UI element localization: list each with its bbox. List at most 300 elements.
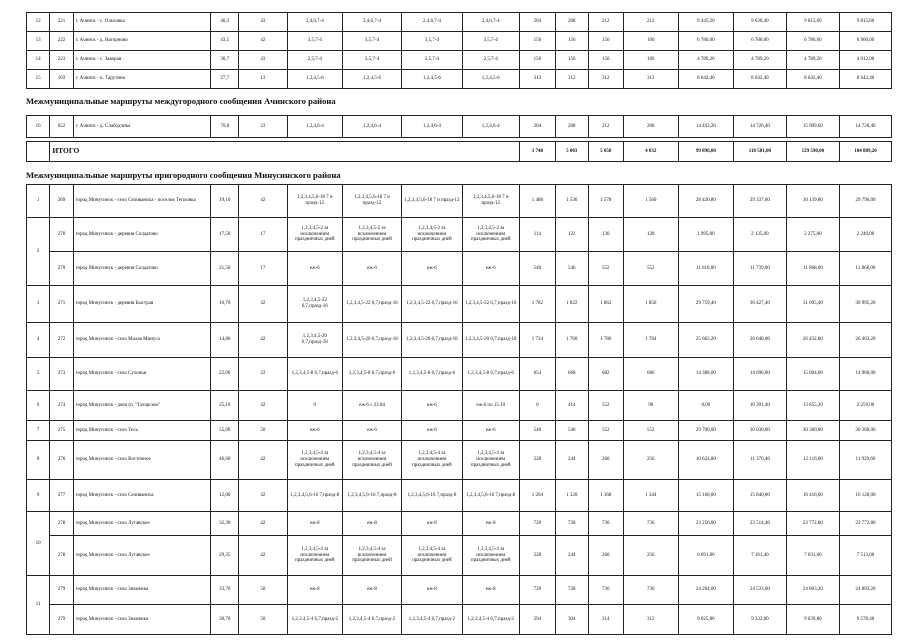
schedule-cell: 1,2,4,6-4 [402,116,462,138]
route-name-cell: город Минусинск - село Лугавское [73,512,211,536]
value-cell: 14 696,00 [733,358,786,391]
value-cell: 7 513,60 [839,536,891,576]
schedule-cell: еж-8 [342,576,401,605]
value-cell: 8 642,40 [733,70,786,89]
schedule-cell: 1,2,3,4,5-4 за исключением праздничных дней [462,441,519,480]
value-cell: 10 624,80 [678,441,733,480]
trips-cell: 160 [623,51,678,70]
route-name-cell: город Минусинск - село Лугавское [73,536,211,576]
schedule-cell: 1,2,4,5-6 [287,70,342,89]
table-row [27,536,892,576]
capacity-cell: 42 [238,286,287,323]
route-code-cell: 272 [50,323,73,358]
row-number-cell: 4 [27,323,50,358]
section-heading-achinsk-intercity: Межмуниципальные маршруты междугородного сообщения Ачинского района [26,96,336,106]
schedule-cell: 1,2,3,4,5,6-18 7 и празд-12 [402,185,462,218]
value-cell: 8 642,40 [678,70,733,89]
route-code-cell: 279 [50,605,73,635]
distance-cell: 17,50 [211,218,239,252]
trips-cell: 1 784 [623,323,678,358]
trips-cell: 208 [555,116,588,138]
row-number-cell: 10 [27,512,50,576]
table-row [27,286,892,323]
schedule-cell: 1,2,3,4,5-4 6,7,празд-2 [462,605,519,635]
capacity-cell: 22 [238,358,287,391]
distance-cell: 30,7 [211,51,239,70]
row-number-cell: 2 [27,218,50,286]
trips-cell: 540 [519,252,555,286]
schedule-cell: еж-8 [402,512,462,536]
trips-cell: 552 [588,391,623,421]
trips-cell: 304 [555,605,588,635]
value-cell: 29 337,60 [733,185,786,218]
value-cell: 0,00 [678,391,733,421]
schedule-cell: 1,2,3,4,5-20 6,7,празд-18 [402,323,462,358]
schedule-cell: 1,2,3,4,5-4 за исключением праздничных дней [287,536,342,576]
schedule-cell: 1,2,3,4,5,6-16 7,празд-8 [462,480,519,512]
trips-cell: 156 [519,32,555,51]
value-cell: 23 772,80 [786,512,839,536]
schedule-cell: 1,2,3,4,5-4 за исключением праздничных дней [342,536,401,576]
value-cell: 2 240,00 [839,218,891,252]
trips-cell: 0 [519,391,555,421]
trips-cell: 736 [623,512,678,536]
schedule-cell: 1,2,3,4,5,6-16 7,празд-8 [287,480,342,512]
schedule-cell: еж-6 [287,421,342,441]
schedule-cell: еж-6 [402,391,462,421]
value-cell: 9 445,20 [678,13,733,32]
trips-cell: 256 [623,441,678,480]
route-name-cell: город Минусинск - село Селиваниха [73,480,211,512]
schedule-cell: 0 [287,391,342,421]
schedule-cell: еж-8 [462,512,519,536]
schedule-cell: еж-6 [402,252,462,286]
value-cell: 6 786,00 [733,32,786,51]
trips-cell: 682 [588,358,623,391]
schedule-cell: 1,2,3,4,5-8 6,7,празд-6 [462,358,519,391]
route-name-cell: г. Ачинск - п. Тарутино [73,70,211,89]
route-code-cell: 221 [50,13,73,32]
distance-cell: 43,5 [211,32,239,51]
trips-cell: 312 [588,70,623,89]
table-row [27,32,892,51]
total-value-cell: 118 581,00 [733,142,786,162]
route-name-cell: город Минусинск - деревня Солдатово [73,252,211,286]
value-cell: 11 929,60 [839,441,891,480]
distance-cell: 25,10 [211,391,239,421]
schedule-cell: 3,5,7-4 [342,32,401,51]
trips-cell: 160 [623,32,678,51]
value-cell: 2 135,00 [733,218,786,252]
value-cell: 23 514,40 [733,512,786,536]
trips-cell: 728 [555,576,588,605]
trips-cell: 204 [519,13,555,32]
route-code-cell: 270 [50,218,73,252]
route-name-cell: г. Ачинск - д. Слабодчика [73,116,211,138]
table-row [27,421,892,441]
total-value-cell: 129 590,00 [786,142,839,162]
trips-cell: 1 488 [519,185,555,218]
schedule-cell: 2,5,7-4 [402,51,462,70]
schedule-cell: еж-6 [287,252,342,286]
schedule-cell: 1,2,3,4,5-22 6,7,празд-16 [462,286,519,323]
table-row [27,480,892,512]
value-cell: 30 995,20 [839,286,891,323]
value-cell: 30 030,00 [733,421,786,441]
capacity-cell: 42 [238,323,287,358]
capacity-cell: 13 [238,70,287,89]
table-row [27,13,892,32]
schedule-cell: 1,2,3,4,5-2 за исключением праздничных дней [287,218,342,252]
schedule-cell: 2,5,7-4 [287,51,342,70]
route-code-cell: 271 [50,286,73,323]
row-number-cell: 1 [27,185,50,218]
distance-cell: 33,70 [211,576,239,605]
value-cell: 14 443,20 [678,116,733,138]
total-trips-cell: 5 658 [588,142,623,162]
value-cell: 6 786,00 [786,32,839,51]
value-cell: 11 610,00 [678,252,733,286]
row-number-cell: 13 [27,32,50,51]
value-cell: 23 772,80 [839,512,891,536]
value-cell: 31 095,40 [786,286,839,323]
distance-cell: 29,35 [211,536,239,576]
row-number-cell: 11 [27,576,50,635]
row-number-cell: 7 [27,421,50,441]
table-row [27,576,892,605]
trips-cell: 1 856 [623,286,678,323]
table-achinsk-intercity [26,115,892,138]
distance-cell: 21,50 [211,252,239,286]
trips-cell: 212 [588,116,623,138]
value-cell: 15 168,00 [678,480,733,512]
distance-cell: 70,8 [211,116,239,138]
row-number-cell: 5 [27,358,50,391]
value-cell: 6 786,00 [678,32,733,51]
trips-cell: 228 [519,536,555,576]
schedule-cell: 2,5,7-4 [462,51,519,70]
value-cell: 2 275,00 [786,218,839,252]
schedule-cell: 1,2,4,6-4 [462,116,519,138]
trips-cell: 122 [555,218,588,252]
trips-cell: 156 [555,32,588,51]
trips-cell: 720 [519,512,555,536]
trips-cell: 1 264 [519,480,555,512]
route-name-cell: г. Ачинск - с. Ольховка [73,13,211,32]
schedule-cell: 1,2,3,4,5-4 за исключением праздничных дней [287,441,342,480]
trips-cell: 736 [588,576,623,605]
total-value-cell: 104 889,20 [839,142,891,162]
value-cell: 29 759,40 [678,286,733,323]
schedule-cell: 2,4,6,7-4 [462,13,519,32]
distance-cell: 19,10 [211,185,239,218]
trips-cell: 130 [588,218,623,252]
route-code-cell: 269 [50,185,73,218]
total-row [27,142,892,162]
value-cell: 16 416,00 [786,480,839,512]
trips-cell: 1 560 [623,185,678,218]
row-number-cell: 14 [27,51,50,70]
route-code-cell: 270 [50,252,73,286]
value-cell: 9 815,60 [786,13,839,32]
trips-cell: 1 734 [519,323,555,358]
trips-cell: 414 [555,391,588,421]
trips-cell: 680 [623,358,678,391]
capacity-cell: 42 [238,480,287,512]
value-cell: 15 009,60 [786,116,839,138]
trips-cell: 728 [555,512,588,536]
row-number-cell: 3 [27,286,50,323]
trips-cell: 1 344 [623,480,678,512]
schedule-cell: 3,5,7-4 [287,32,342,51]
table-row [27,441,892,480]
schedule-cell: 2,4,6,7-4 [402,13,462,32]
trips-cell: 312 [623,605,678,635]
trips-cell: 1 782 [519,286,555,323]
value-cell: 11 739,00 [733,252,786,286]
trips-cell: 552 [588,421,623,441]
distance-cell: 16,70 [211,286,239,323]
table-row [27,218,892,252]
table-row [27,116,892,138]
table-row [27,391,892,421]
capacity-cell: 50 [238,605,287,635]
table-row [27,605,892,635]
total-empty-cell [27,142,50,162]
route-code-cell: 278 [50,512,73,536]
value-cell: 16 128,00 [839,480,891,512]
route-name-cell: город Минусинск - село Знаменка [73,605,211,635]
value-cell: 15 004,00 [786,358,839,391]
trips-cell: 720 [519,576,555,605]
schedule-cell: 1,2,3,4,5,6-18 7 и празд-12 [287,185,342,218]
trips-cell: 294 [519,605,555,635]
value-cell: 14 726,40 [733,116,786,138]
route-code-cell: 223 [50,51,73,70]
capacity-cell: 42 [238,441,287,480]
value-cell: 9 578,40 [839,605,891,635]
schedule-cell: 1,2,3,4,5-8 6,7,празд-6 [402,358,462,391]
row-number-cell: 16 [27,116,50,138]
trips-cell: 540 [519,421,555,441]
value-cell: 12 116,00 [786,441,839,480]
value-cell: 14 726,40 [839,116,891,138]
value-cell: 26 048,00 [733,323,786,358]
route-name-cell: город Минусинск - село Восточное [73,441,211,480]
distance-cell: 30,70 [211,605,239,635]
table-row [27,512,892,536]
value-cell: 7 631,00 [786,536,839,576]
schedule-cell: 1,2,3,4,5,6-18 7 и празд-12 [462,185,519,218]
route-code-cell: 275 [50,421,73,441]
schedule-cell: 1,2,3,4,5-20 6,7,празд-18 [342,323,401,358]
row-number-cell: 12 [27,13,50,32]
route-name-cell: город Минусинск - деревня Быстрая [73,286,211,323]
route-code-cell: 652 [50,116,73,138]
value-cell: 9 815,60 [839,13,891,32]
total-trips-cell: 5 003 [555,142,588,162]
value-cell: 24 264,00 [678,576,733,605]
table-row [27,185,892,218]
trips-cell: 668 [555,358,588,391]
route-name-cell: город Минусинск - село Малая Минуса [73,323,211,358]
trips-cell: 552 [623,252,678,286]
schedule-cell: еж-6 по 15.10 [462,391,519,421]
schedule-cell: еж-8 [402,576,462,605]
capacity-cell: 42 [238,32,287,51]
route-name-cell: г. Ачинск - с. Заворая [73,51,211,70]
schedule-cell: еж-8 [462,576,519,605]
value-cell: 14 388,00 [678,358,733,391]
table-minusinsk-suburban [26,184,892,635]
distance-cell: 22,00 [211,358,239,391]
route-name-cell: город Минусинск - село Селиваниха - поселок Тепловка [73,185,211,218]
trips-cell: 114 [519,218,555,252]
route-code-cell: 273 [50,358,73,391]
value-cell: 30 360,00 [786,421,839,441]
value-cell: 29 700,00 [678,421,733,441]
trips-cell: 654 [519,358,555,391]
route-name-cell: г. Ачинск - д. Нагорново [73,32,211,51]
schedule-cell: еж-6 [342,421,401,441]
table-row [27,252,892,286]
table-achinsk-suburban [26,12,892,89]
capacity-cell: 42 [238,512,287,536]
capacity-cell: 50 [238,576,287,605]
schedule-cell: 1,2,3,4,5-4 за исключением праздничных дней [402,536,462,576]
distance-cell: 32,30 [211,512,239,536]
value-cell: 23 256,00 [678,512,733,536]
route-code-cell: 276 [50,441,73,480]
route-name-cell: город Минусинск - село Тесь [73,421,211,441]
route-name-cell: город Минусинск - село Сухоньи [73,358,211,391]
value-cell: 24 803,20 [839,576,891,605]
schedule-cell: еж-6 с 23.04 [342,391,401,421]
value-cell: 4 789,20 [733,51,786,70]
table-row [27,358,892,391]
total-label: ИТОГО [50,142,520,162]
trips-cell: 1 822 [555,286,588,323]
trips-cell: 1 368 [588,480,623,512]
value-cell: 11 370,40 [733,441,786,480]
schedule-cell: 1,2,3,4,5-4 за исключением праздничных дней [402,441,462,480]
trips-cell: 1 536 [555,185,588,218]
trips-cell: 546 [555,421,588,441]
schedule-cell: 1,2,4,5-6 [402,70,462,89]
schedule-cell: 1,2,3,4,5-8 6,7,празд-6 [342,358,401,391]
route-name-cell: город Минусинск - село Знаменка [73,576,211,605]
trips-cell: 552 [588,252,623,286]
trips-cell: 90 [623,391,678,421]
schedule-cell: 1,2,3,4,5,6-18 7 и празд-12 [342,185,401,218]
schedule-cell: 1,2,3,4,5-8 6,7,празд-6 [287,358,342,391]
value-cell: 28 420,80 [678,185,733,218]
schedule-cell: 1,2,3,4,5-2 за исключением праздничных дней [462,218,519,252]
table-row [27,51,892,70]
schedule-cell: 2,5,7-4 [342,51,401,70]
trips-cell: 736 [588,512,623,536]
capacity-cell: 42 [238,536,287,576]
trips-cell: 1 862 [588,286,623,323]
row-number-cell: 6 [27,391,50,421]
route-name-cell: город Минусинск - деревня Солдатово [73,218,211,252]
trips-cell: 212 [623,13,678,32]
schedule-cell: 1,2,3,4,5-2 за исключением праздничных дней [342,218,401,252]
trips-cell: 260 [588,441,623,480]
schedule-cell: 3,5,7-4 [462,32,519,51]
distance-cell: 46,3 [211,13,239,32]
trips-cell: 736 [623,576,678,605]
schedule-cell: еж-6 [462,421,519,441]
route-code-cell: 103 [50,70,73,89]
value-cell: 9 332,80 [733,605,786,635]
schedule-cell: 1,3,3,4,5-4 за исключением праздничных дней [462,536,519,576]
value-cell: 4 789,20 [678,51,733,70]
trips-cell: 546 [555,252,588,286]
schedule-cell: еж-6 [342,252,401,286]
capacity-cell: 42 [238,391,287,421]
schedule-cell: 1,2,3,4,5-22 6,7,празд-16 [342,286,401,323]
route-name-cell: город Минусинск - дачи (п. "Татарское" [73,391,211,421]
route-code-cell: 279 [50,576,73,605]
trips-cell: 314 [588,605,623,635]
route-code-cell: 278 [50,536,73,576]
value-cell: 9 025,80 [678,605,733,635]
capacity-cell: 43 [238,51,287,70]
schedule-cell: 2,4,6,7-4 [342,13,401,32]
distance-cell: 14,80 [211,323,239,358]
schedule-cell: 1,2,3,4,5-20 6,7,празд-18 [287,323,342,358]
trips-cell: 312 [623,70,678,89]
row-number-cell: 9 [27,480,50,512]
capacity-cell: 23 [238,116,287,138]
value-cell: 24 803,20 [786,576,839,605]
trips-cell: 228 [519,441,555,480]
schedule-cell: 1,2,3,4,5-22 6,7,празд-16 [402,286,462,323]
schedule-cell: еж-8 [287,512,342,536]
value-cell: 30 139,80 [786,185,839,218]
schedule-cell: еж-6 [462,252,519,286]
capacity-cell: 17 [238,218,287,252]
schedule-cell: 1,2,4,5-6 [462,70,519,89]
trips-cell: 156 [588,51,623,70]
schedule-cell: 1,2,3,4,5-4 6,7,празд-2 [402,605,462,635]
schedule-cell: 1,2,3,4,5-4 6,7,празд-2 [287,605,342,635]
schedule-cell: еж-6 [402,421,462,441]
distance-cell: 12,00 [211,480,239,512]
distance-cell: 27,7 [211,70,239,89]
distance-cell: 46,60 [211,441,239,480]
value-cell: 6 960,00 [839,32,891,51]
value-cell: 4 912,00 [839,51,891,70]
route-code-cell: 222 [50,32,73,51]
trips-cell: 1 786 [588,323,623,358]
trips-cell: 1 320 [555,480,588,512]
value-cell: 15 840,00 [733,480,786,512]
value-cell: 13 855,20 [786,391,839,421]
value-cell: 24 533,60 [733,576,786,605]
trips-cell: 244 [555,536,588,576]
table-total [26,141,892,162]
schedule-cell: 3,5,7-4 [402,32,462,51]
value-cell: 29 796,00 [839,185,891,218]
table-row [27,323,892,358]
value-cell: 1 995,00 [678,218,733,252]
distance-cell: 55,00 [211,421,239,441]
row-number-cell: 8 [27,441,50,480]
trips-cell: 128 [623,218,678,252]
value-cell: 9 639,80 [786,605,839,635]
